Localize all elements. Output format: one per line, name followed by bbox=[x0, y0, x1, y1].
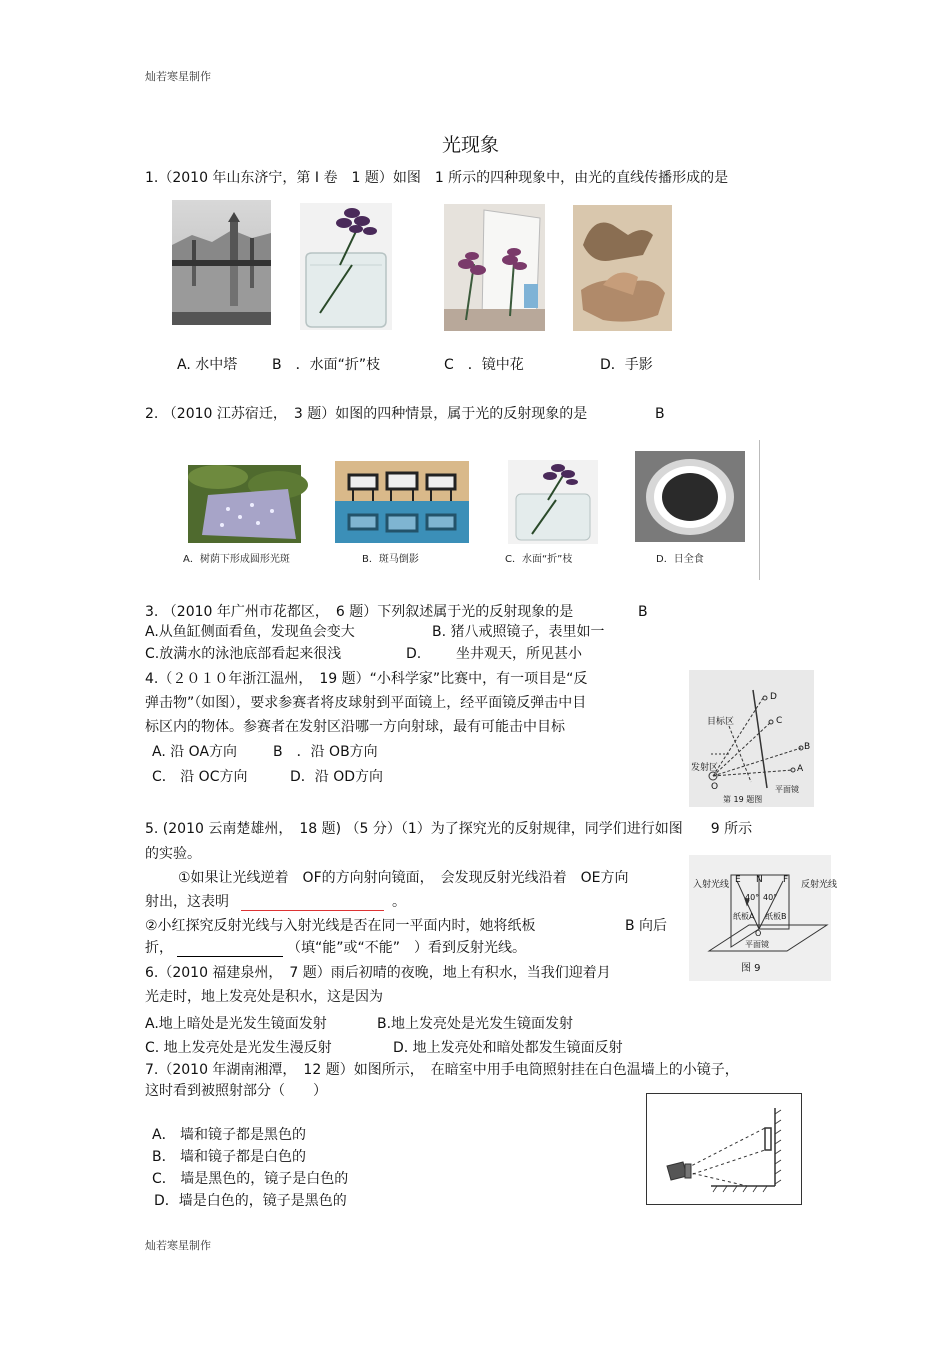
q4-fig-d-label: D bbox=[770, 692, 777, 702]
q5-blank-2[interactable] bbox=[177, 942, 283, 957]
q4-line2: 弹击物”（如图），要求参赛者将皮球射到平面镜上，经平面镜反弹击中目 bbox=[145, 695, 587, 711]
q2-divider bbox=[759, 440, 760, 580]
q5-fig-mirror-label: 平面镜 bbox=[745, 940, 769, 949]
q5-line6 bbox=[145, 939, 526, 957]
tree-shade-light-spots-photo bbox=[188, 465, 301, 543]
q5-fig-incident-label: 入射光线 bbox=[693, 880, 730, 890]
q6-option-c: C. 地上发亮处是光发生漫反射 bbox=[145, 1040, 332, 1056]
q5-line4-text: 射出，这表明 bbox=[145, 894, 229, 910]
q5-line5b: B 向后 bbox=[625, 918, 668, 934]
q1-option-c: C ．镜中花 bbox=[444, 357, 524, 373]
q4-line1: 4.（２０１０年浙江温州， 19 题）“小科学家”比赛中，有一项目是“反 bbox=[145, 671, 588, 687]
q4-option-d: D．沿 OD方向 bbox=[290, 769, 384, 785]
q4-fig-o-label: O bbox=[711, 782, 719, 792]
q5-fig-caption: 图 9 bbox=[741, 963, 761, 974]
q2-caption-d: D．日全食 bbox=[656, 554, 704, 565]
q5-line4 bbox=[145, 893, 406, 911]
q5-fig-board-a: 纸板A bbox=[733, 912, 755, 921]
q6-option-b: B.地上发亮处是光发生镜面发射 bbox=[377, 1016, 574, 1032]
q5-fig-o-label: O bbox=[755, 929, 762, 938]
q5-reflection-experiment-diagram bbox=[689, 855, 838, 981]
q4-fig-caption: 第 19 题图 bbox=[723, 795, 763, 804]
q1-stem: 1.（2010 年山东济宁，第 I 卷 1 题）如图 1 所示的四种现象中，由光的直线传播形成的是 bbox=[145, 170, 729, 186]
q4-fig-c-label: C bbox=[776, 716, 783, 726]
bent-stem-photo-small bbox=[508, 460, 598, 544]
q4-mirror-diagram bbox=[689, 670, 814, 807]
pagoda-reflection-photo bbox=[172, 200, 271, 325]
q5-line3: ①如果让光线逆着 OF的方向射向镜面， 会发现反射光线沿着 OE方向 bbox=[178, 870, 629, 886]
q7-option-c: C． 墙是黑色的，镜子是白色的 bbox=[152, 1171, 349, 1187]
q5-line6-text: 折， bbox=[145, 940, 173, 956]
q6-line1: 6.（2010 福建泉州， 7 题）雨后初晴的夜晚，地上有积水，当我们迎着月 bbox=[145, 965, 611, 981]
page-title: 光现象 bbox=[442, 134, 500, 156]
q4-fig-target-label: 目标区 bbox=[707, 717, 735, 727]
q5-fig-angle1: 40° bbox=[745, 893, 760, 902]
q3-answer: B bbox=[638, 604, 648, 620]
q4-fig-b-label: B bbox=[804, 742, 811, 752]
q3-option-b: B. 猪八戒照镜子，表里如一 bbox=[432, 624, 605, 640]
q3-option-c: C.放满水的泳池底部看起来很浅 bbox=[145, 646, 342, 662]
q5-fig-angle2: 40° bbox=[763, 893, 778, 902]
q2-answer: B bbox=[655, 406, 665, 422]
q5-line2: 的实验。 bbox=[145, 846, 201, 862]
q5-blank-1[interactable] bbox=[241, 896, 384, 911]
q5-fig-e-label: E bbox=[735, 875, 741, 885]
q6-line2: 光走时，地上发亮处是积水，这是因为 bbox=[145, 989, 383, 1005]
q1-option-a: A. 水中塔 bbox=[177, 357, 238, 373]
q7-option-b: B． 墙和镜子都是白色的 bbox=[152, 1149, 307, 1165]
q2-caption-b: B．斑马倒影 bbox=[362, 554, 419, 565]
q2-caption-c: C．水面“折”枝 bbox=[505, 554, 573, 565]
q7-line1: 7.（2010 年湖南湘潭， 12 题）如图所示， 在暗室中用手电筒照射挂在白色温墙上的小镜子， bbox=[145, 1062, 739, 1078]
q5-line1: 5. (2010 云南楚雄州， 18 题) （5 分）（1）为了探究光的反射规律，同学们进行如图 9 所示 bbox=[145, 821, 753, 837]
q5-fig-reflected-label: 反射光线 bbox=[801, 880, 838, 890]
flower-in-mirror-photo bbox=[444, 204, 545, 331]
q7-flashlight-mirror-diagram bbox=[646, 1093, 802, 1205]
q3-option-d-text: 坐井观天，所见甚小 bbox=[456, 646, 582, 662]
hand-shadow-photo bbox=[573, 205, 672, 331]
page-header: 灿若寒星制作 bbox=[145, 70, 211, 83]
q4-option-b: B ．沿 OB方向 bbox=[273, 744, 378, 760]
q4-fig-a-label: A bbox=[797, 764, 804, 774]
q4-line3: 标区内的物体。参赛者在发射区沿哪一方向射球，最有可能击中目标 bbox=[145, 719, 565, 735]
q5-line6-end: （填“能”或“不能” ）看到反射光线。 bbox=[287, 940, 527, 956]
q4-option-c: C． 沿 OC方向 bbox=[152, 769, 248, 785]
q5-fig-n-label: N bbox=[756, 875, 763, 885]
q3-option-d-label: D. bbox=[406, 646, 422, 662]
q7-option-a: A． 墙和镜子都是黑色的 bbox=[152, 1127, 307, 1143]
q2-stem: 2. （2010 江苏宿迁， 3 题）如图的四种情景，属于光的反射现象的是 bbox=[145, 406, 588, 422]
q5-line5a: ②小红探究反射光线与入射光线是否在同一平面内时，她将纸板 bbox=[145, 918, 536, 934]
solar-eclipse-photo bbox=[635, 451, 745, 542]
q7-line2: 这时看到被照射部分（ ） bbox=[145, 1083, 327, 1099]
q6-option-a: A.地上暗处是光发生镜面发射 bbox=[145, 1016, 327, 1032]
zebra-reflection-photo bbox=[335, 461, 469, 543]
q5-line4-end: 。 bbox=[392, 894, 406, 910]
bent-stem-in-water-photo bbox=[300, 203, 392, 330]
q1-option-b: B ．水面“折”枝 bbox=[272, 357, 381, 373]
q6-option-d: D. 地上发亮处和暗处都发生镜面反射 bbox=[393, 1040, 623, 1056]
q2-caption-a: A．树荫下形成圆形光斑 bbox=[183, 554, 290, 565]
q4-option-a: A. 沿 OA方向 bbox=[152, 744, 238, 760]
q5-fig-f-label: F bbox=[783, 875, 789, 885]
q3-option-a: A.从鱼缸侧面看鱼，发现鱼会变大 bbox=[145, 624, 355, 640]
q4-fig-launch-label: 发射区 bbox=[691, 763, 719, 773]
q4-fig-mirror-label: 平面镜 bbox=[775, 785, 799, 794]
q3-stem: 3. （2010 年广州市花都区， 6 题）下列叙述属于光的反射现象的是 bbox=[145, 604, 574, 620]
q1-option-d: D．手影 bbox=[600, 357, 653, 373]
q5-fig-board-b: 纸板B bbox=[765, 912, 787, 921]
q7-option-d: D．墙是白色的，镜子是黑色的 bbox=[154, 1193, 347, 1209]
page-footer: 灿若寒星制作 bbox=[145, 1239, 211, 1252]
